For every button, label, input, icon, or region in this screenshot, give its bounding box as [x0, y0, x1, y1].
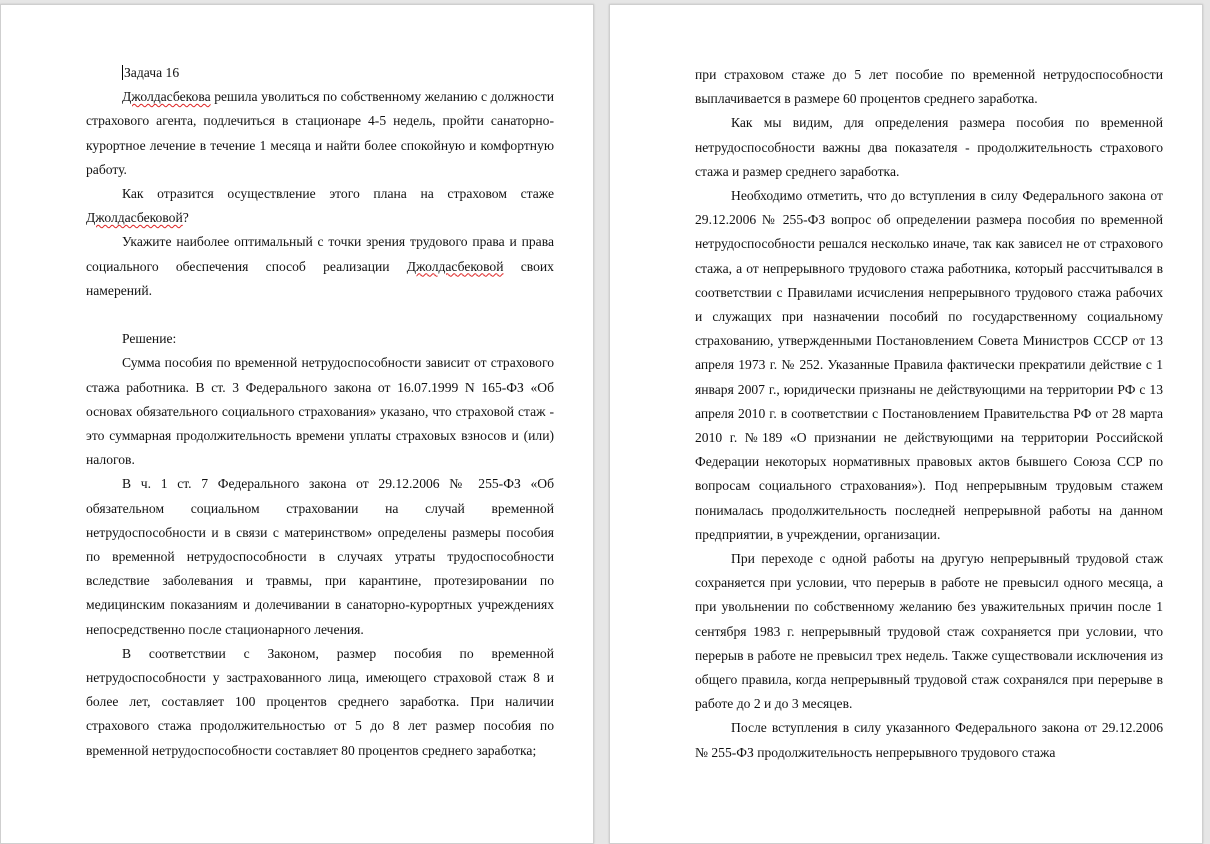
paragraph-after-law[interactable]: После вступления в силу указанного Федерального закона от 29.12.2006 № 255-ФЗ продолжительность непрерывного трудового стажа [695, 720, 1163, 760]
document-page-left[interactable] [0, 4, 594, 844]
paragraph-question-1[interactable]: Как отразится осуществление этого плана на страховом стаже Джолдасбековой? [86, 186, 554, 226]
task-title[interactable]: Задача 16 [124, 65, 180, 80]
paragraph-solution-3[interactable]: В соответствии с Законом, размер пособия по временной нетрудоспособности у застрахованного лица, имеющего страховой стаж 8 и более лет, составляет 100 процентов среднего заработка. При наличии страхового стажа продолжительностью от 5 до 8 лет размер пособия по временной нетрудоспособности составляет 80 процентов среднего заработка; [86, 645, 554, 758]
paragraph-job-change[interactable]: При переходе с одной работы на другую непрерывный трудовой стаж сохраняется при условии, что перерыв в работе не превысил одного месяца, а при увольнении по собственному желанию без уважительных причин после 1 сентября 1983 г. непрерывный трудовой стаж сохраняется при условии, что перерыв в работе не превысил трех недель. Также существовали исключения из общего правила, когда непрерывный трудовой стаж сохранялся при перерыве в работе до 2 и до 3 месяцев. [695, 551, 1163, 712]
text-cursor [122, 65, 123, 80]
paragraph-question-2[interactable]: Укажите наиболее оптимальный с точки зрения трудового права и права социального обеспечения способ реализации Джолдасбековой своих намерений. [86, 234, 554, 298]
misspelled-word[interactable]: Джолдасбекова [122, 89, 211, 105]
paragraph-solution-1[interactable]: Сумма пособия по временной нетрудоспособности зависит от страхового стажа работника. В ст. 3 Федерального закона от 16.07.1999 N 165-ФЗ «Об основах обязательного социального страхования» указано, что страховой стаж - это суммарная продолжительность времени уплаты страховых взносов и (или) налогов. [86, 355, 554, 468]
page-text-left[interactable] [86, 61, 554, 763]
paragraph-indicators[interactable]: Как мы видим, для определения размера пособия по временной нетрудоспособности важны два показателя - продолжительность страхового стажа и размер среднего заработка. [695, 115, 1163, 179]
solution-label[interactable]: Решение: [122, 331, 177, 347]
paragraph-history[interactable]: Необходимо отметить, что до вступления в силу Федерального закона от 29.12.2006 № 255-ФЗ вопрос об определении размера пособия по временной нетрудоспособности решался несколько иначе, так как зависел не от страхового стажа, а от непрерывного трудового стажа работника, который рассчитывался в соответствии с Правилами исчисления непрерывного трудового стажа рабочих и служащих при назначении пособий по государственному социальному страхованию, утвержденными Постановлением Совета Министров СССР от 13 апреля 1973 г. № 252. Указанные Правила фактически прекратили действие с 1 января 2007 г., юридически признаны не действующими на территории РФ с 13 апреля 2010 г. в соответствии с Постановлением Правительства РФ от 28 марта 2010 г. №189 «О признании не действующими на территории Российской Федерации некоторых нормативных правовых актов бывшего Союза ССР по вопросам социального страхования»). Под непрерывным трудовым стажем понималась продолжительность последней непрерывной работы на данном предприятии, в учреждении, организации. [695, 188, 1163, 542]
paragraph-task-description[interactable]: Джолдасбекова решила уволиться по собственному желанию с должности страхового агента, подлечиться в стационаре 4-5 недель, пройти санаторно-курортное лечение в течение 1 месяца и найти более спокойную и комфортную работу. [86, 89, 554, 177]
empty-line[interactable] [86, 303, 554, 327]
page-text-right[interactable] [695, 63, 1163, 765]
misspelled-word[interactable]: Джолдасбековой [406, 258, 504, 274]
misspelled-word[interactable]: Джолдасбековой [86, 210, 183, 226]
document-page-right[interactable] [609, 4, 1203, 844]
paragraph-solution-2[interactable]: В ч. 1 ст. 7 Федерального закона от 29.12.2006 № 255-ФЗ «Об обязательном социальном страховании на случай временной нетрудоспособности и в связи с материнством» определены размеры пособия по временной нетрудоспособности в случаях утраты трудоспособности вследствие заболевания и травмы, при карантине, протезировании по медицинским показаниям и долечивании в санаторно-курортных учреждениях непосредственно после стационарного лечения. [86, 476, 554, 637]
paragraph-continuation[interactable]: при страховом стаже до 5 лет пособие по временной нетрудоспособности выплачивается в размере 60 процентов среднего заработка. [695, 67, 1163, 107]
